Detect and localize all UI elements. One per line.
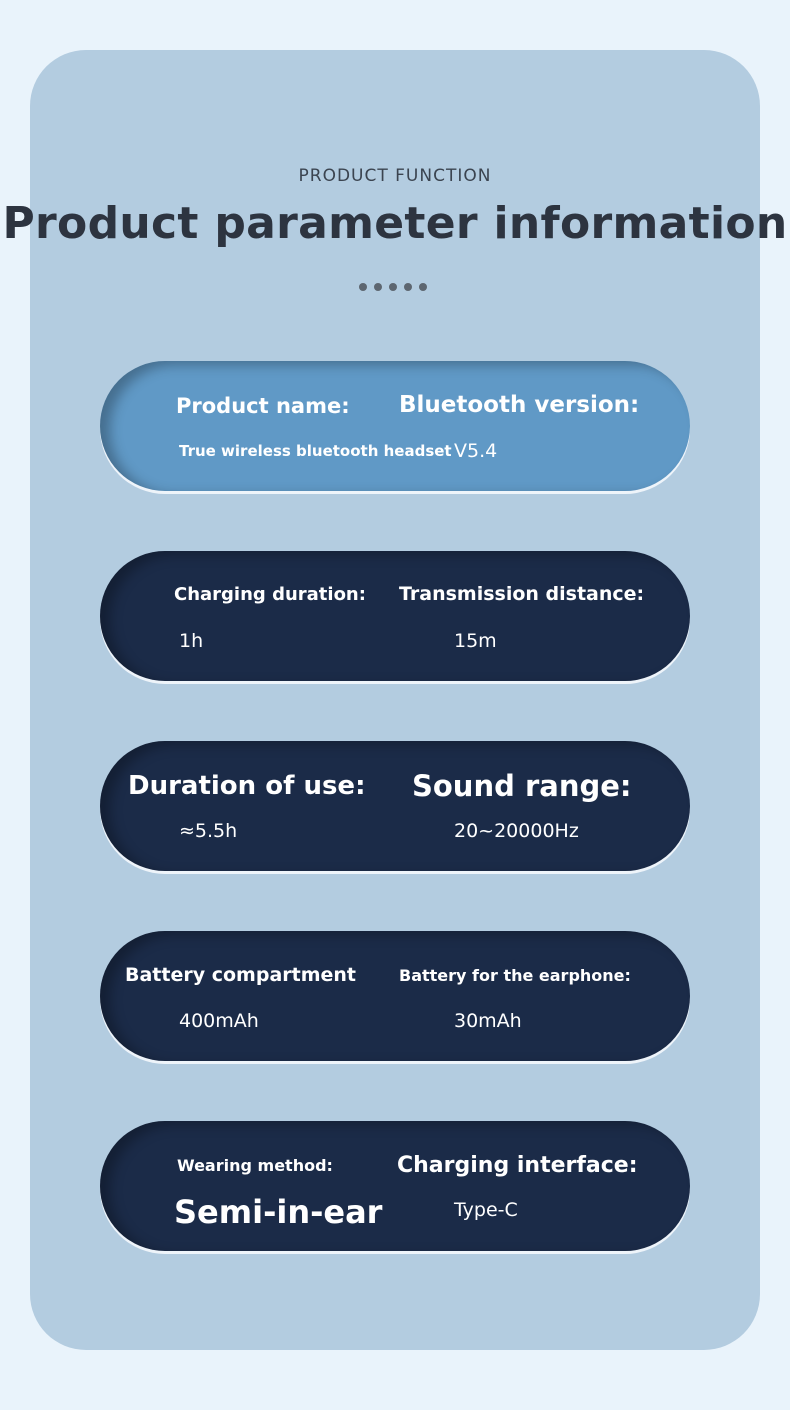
param-card-charging xyxy=(100,551,690,681)
transmission-distance-label: Transmission distance: xyxy=(399,583,645,605)
wearing-method-value: Semi-in-ear xyxy=(174,1193,383,1231)
charging-duration-label: Charging duration: xyxy=(174,584,366,605)
battery-compartment-label: Battery compartment xyxy=(125,964,357,986)
battery-compartment-value: 400mAh xyxy=(179,1010,259,1032)
duration-of-use-value: ≈5.5h xyxy=(179,820,238,842)
product-name-label: Product name: xyxy=(176,394,350,418)
sound-range-value: 20~20000Hz xyxy=(454,820,579,842)
page-title: Product parameter information xyxy=(2,198,788,249)
charging-interface-label: Charging interface: xyxy=(397,1153,638,1178)
charging-interface-value: Type-C xyxy=(454,1199,518,1221)
divider-dot xyxy=(404,283,412,291)
param-card-usage xyxy=(100,741,690,871)
bluetooth-version-value: V5.4 xyxy=(454,440,498,462)
param-card-product xyxy=(100,361,690,491)
charging-duration-value: 1h xyxy=(179,630,204,652)
sound-range-label: Sound range: xyxy=(412,769,632,803)
divider-dot xyxy=(389,283,397,291)
duration-of-use-label: Duration of use: xyxy=(128,771,366,801)
divider-dot xyxy=(374,283,382,291)
param-card-battery xyxy=(100,931,690,1061)
earphone-battery-value: 30mAh xyxy=(454,1010,522,1032)
bluetooth-version-label: Bluetooth version: xyxy=(399,392,640,418)
section-eyebrow: PRODUCT FUNCTION xyxy=(298,166,492,186)
param-card-wearing xyxy=(100,1121,690,1251)
divider-dot xyxy=(359,283,367,291)
earphone-battery-label: Battery for the earphone: xyxy=(399,966,631,985)
product-name-value: True wireless bluetooth headset xyxy=(179,442,452,460)
wearing-method-label: Wearing method: xyxy=(177,1156,333,1175)
dots-divider xyxy=(359,283,427,291)
divider-dot xyxy=(419,283,427,291)
transmission-distance-value: 15m xyxy=(454,630,497,652)
